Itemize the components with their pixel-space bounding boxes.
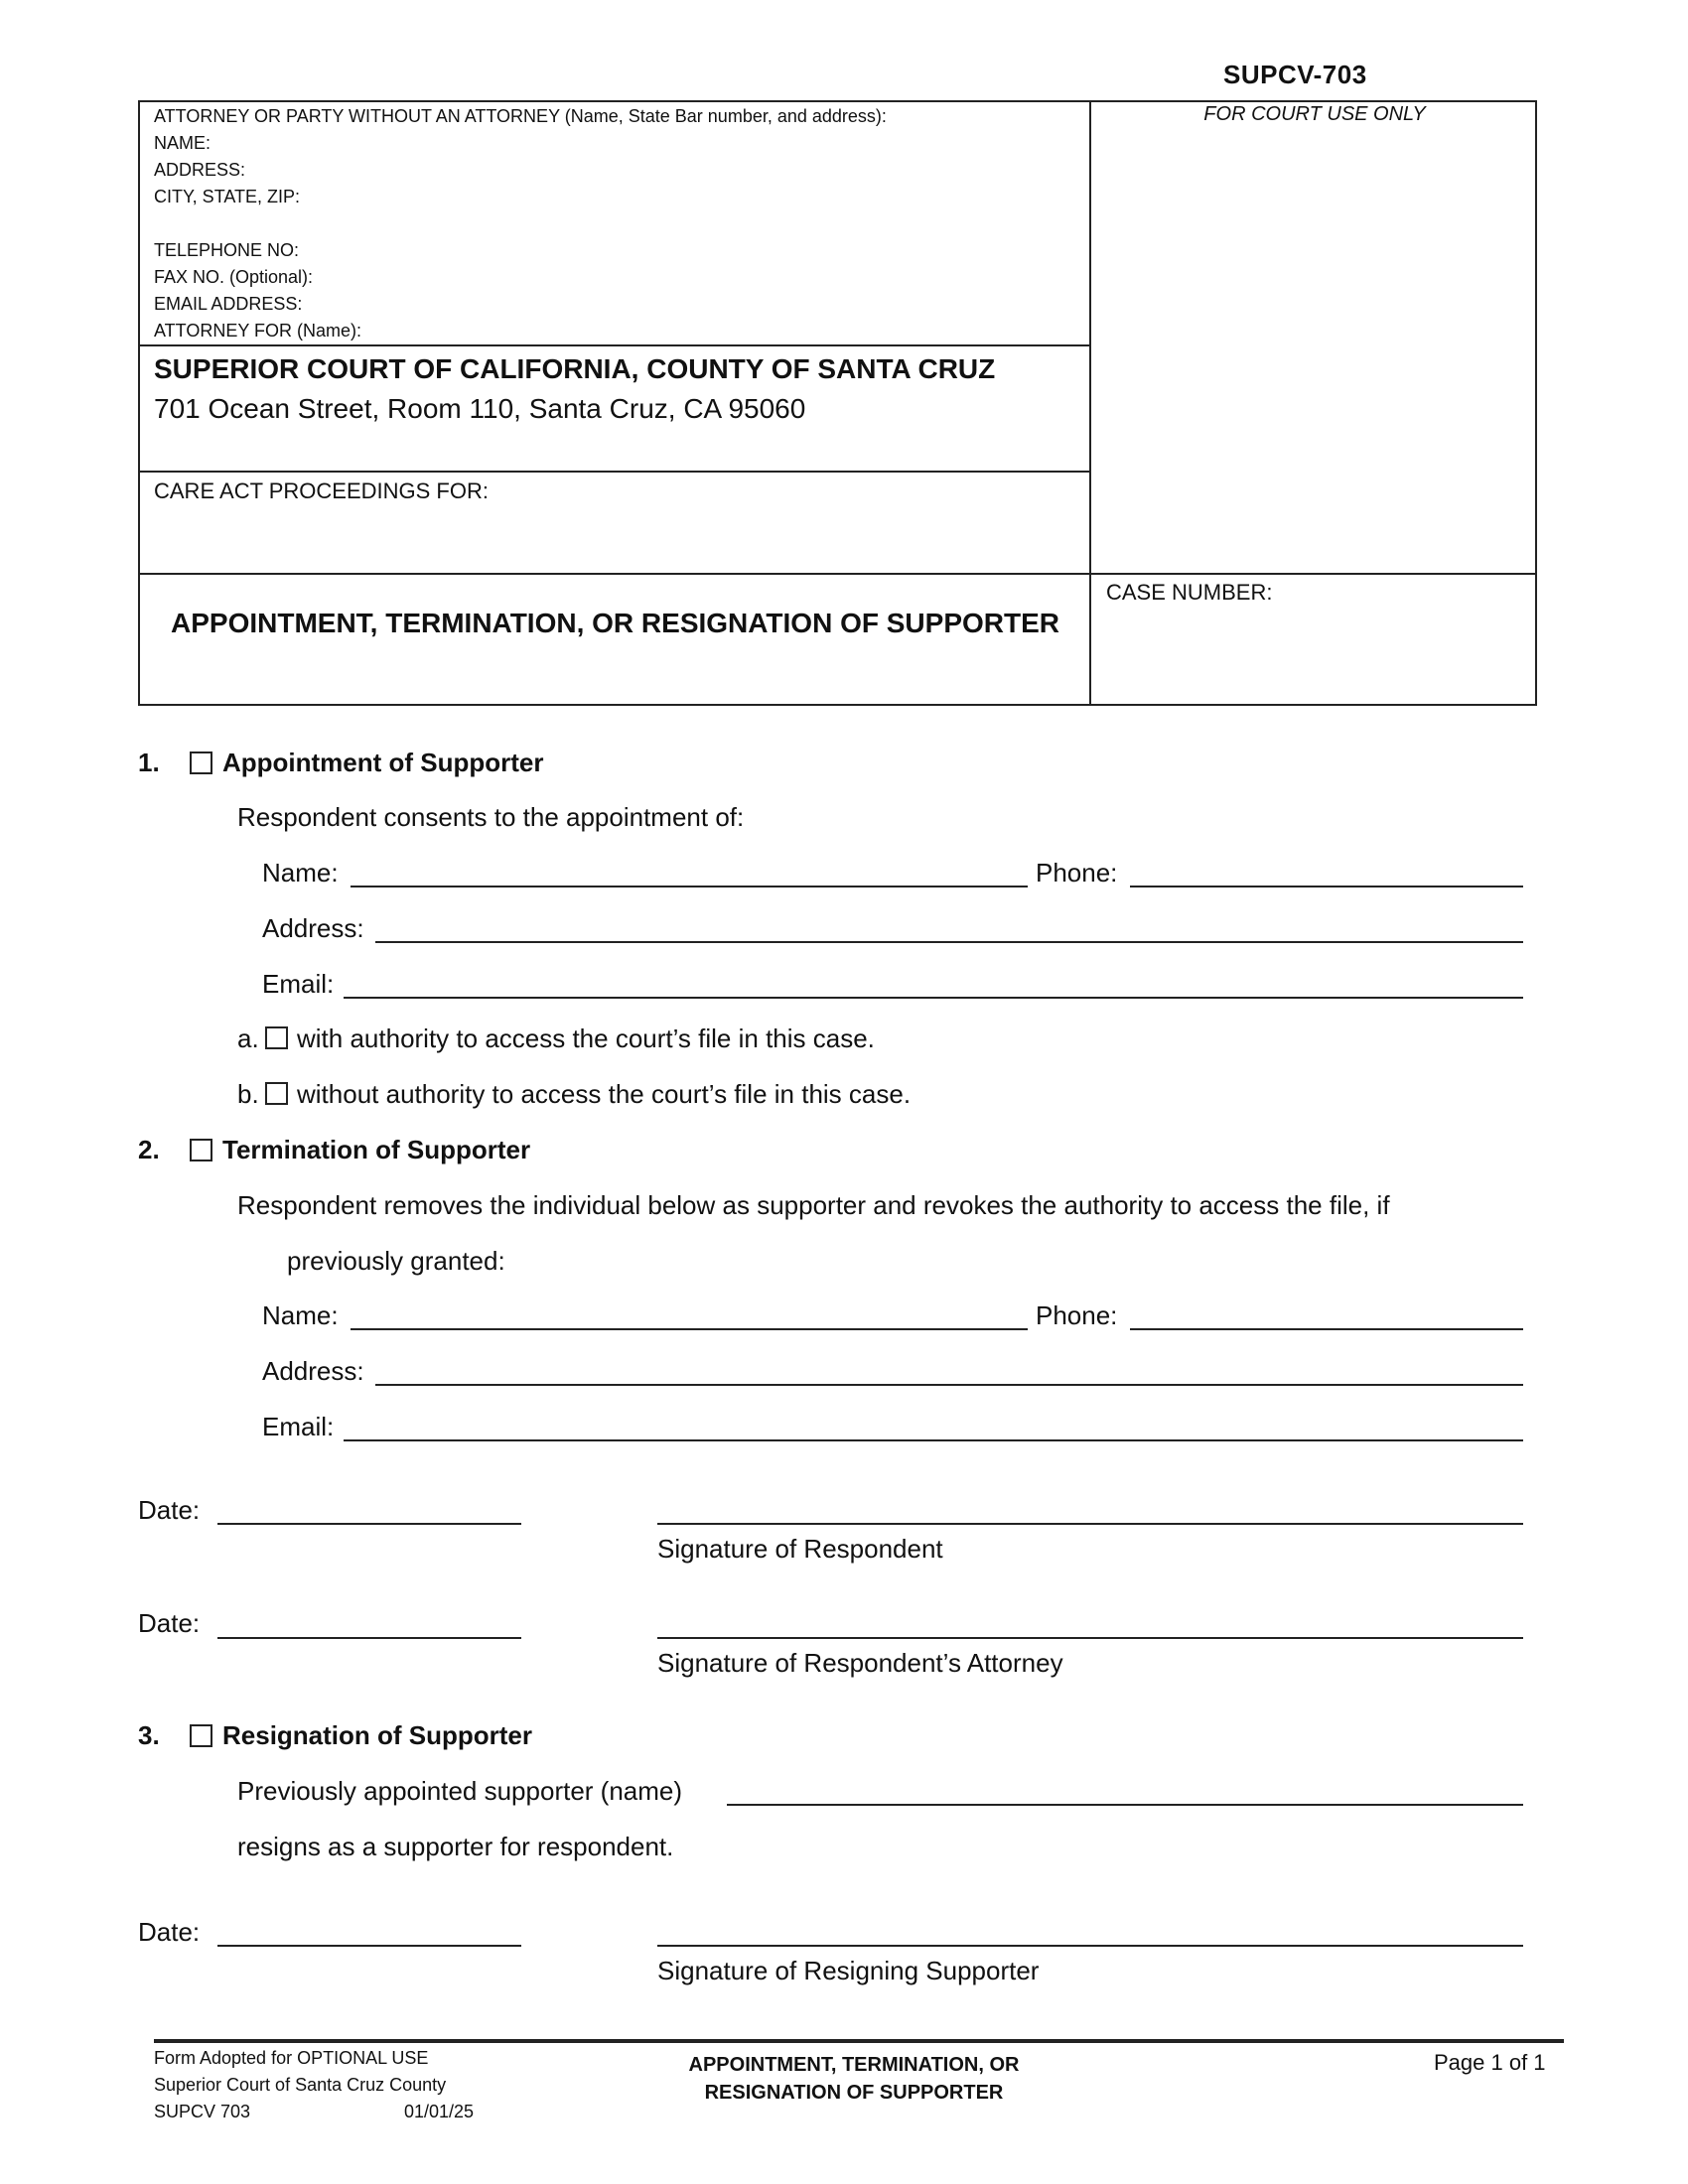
section1-phone-label: Phone: [1036, 858, 1118, 887]
date-label-2: Date: [138, 1608, 201, 1638]
caption-rule-3 [138, 573, 1537, 575]
section1-heading: Appointment of Supporter [222, 748, 544, 777]
care-proceedings-label[interactable]: CARE ACT PROCEEDINGS FOR: [154, 478, 489, 503]
section2-intro-line2: previously granted: [287, 1246, 505, 1276]
section2-heading: Termination of Supporter [222, 1135, 531, 1164]
attorney-signature-line[interactable] [657, 1637, 1523, 1639]
section3-supporter-name-field[interactable] [727, 1804, 1523, 1806]
attorney-for-label: ATTORNEY FOR (Name): [154, 321, 362, 341]
attorney-signature-label: Signature of Respondent’s Attorney [657, 1648, 1063, 1678]
attorney-block[interactable] [154, 103, 887, 344]
spacer [154, 210, 887, 237]
footer-title-line1: APPOINTMENT, TERMINATION, OR [688, 2054, 1020, 2076]
section1-option-b-label: without authority to access the court’s file in this case. [297, 1079, 912, 1109]
section3-line2: resigns as a supporter for respondent. [237, 1832, 674, 1861]
section2-address-field[interactable] [375, 1384, 1523, 1386]
section3-checkbox[interactable] [190, 1724, 212, 1747]
footer-court: Superior Court of Santa Cruz County [154, 2075, 447, 2095]
form-id: SUPCV-703 [1223, 60, 1367, 89]
attorney-fax-label: FAX NO. (Optional): [154, 267, 314, 287]
section1-address-field[interactable] [375, 941, 1523, 943]
section1-option-a-prefix: a. [237, 1024, 259, 1053]
section1-phone-field[interactable] [1130, 886, 1523, 887]
respondent-signature-line[interactable] [657, 1523, 1523, 1525]
supporter-signature-label: Signature of Resigning Supporter [657, 1956, 1040, 1985]
section2-address-label: Address: [262, 1356, 364, 1386]
caption-rule-1 [138, 344, 1091, 346]
section1-email-field[interactable] [344, 997, 1523, 999]
section1-checkbox[interactable] [190, 751, 212, 774]
section1-name-field[interactable] [351, 886, 1028, 887]
footer-date: 01/01/25 [404, 2102, 475, 2121]
date-field-2[interactable] [217, 1637, 521, 1639]
section1-address-label: Address: [262, 913, 364, 943]
footer-left [154, 2045, 446, 2125]
section1-option-b-checkbox[interactable] [265, 1082, 288, 1105]
section1-email-label: Email: [262, 969, 335, 999]
footer-rule [154, 2039, 1564, 2043]
section1-intro: Respondent consents to the appointment of: [237, 802, 745, 832]
section2-intro-line1: Respondent removes the individual below as supporter and revokes the authority to access the file, if [237, 1190, 1390, 1220]
section3-line1: Previously appointed supporter (name) [237, 1776, 683, 1806]
attorney-telephone-label: TELEPHONE NO: [154, 240, 300, 260]
date-field-3[interactable] [217, 1945, 521, 1947]
section2-email-field[interactable] [344, 1439, 1523, 1441]
section2-phone-label: Phone: [1036, 1300, 1118, 1330]
section1-option-b-prefix: b. [237, 1079, 259, 1109]
footer-adopted: Form Adopted for OPTIONAL USE [154, 2048, 429, 2068]
section1-name-label: Name: [262, 858, 339, 887]
section3-heading: Resignation of Supporter [222, 1720, 532, 1750]
section1-number: 1. [138, 748, 160, 777]
date-label-1: Date: [138, 1495, 201, 1525]
footer-code: SUPCV 703 [154, 2102, 251, 2121]
section2-number: 2. [138, 1135, 160, 1164]
section1-option-a-checkbox[interactable] [265, 1026, 288, 1049]
section2-checkbox[interactable] [190, 1139, 212, 1161]
section2-phone-field[interactable] [1130, 1328, 1523, 1330]
case-number-label[interactable]: CASE NUMBER: [1106, 580, 1273, 605]
court-address: 701 Ocean Street, Room 110, Santa Cruz, CA 95060 [154, 393, 806, 424]
attorney-name-label: NAME: [154, 133, 211, 153]
section3-number: 3. [138, 1720, 160, 1750]
date-field-1[interactable] [217, 1523, 521, 1525]
section1-option-a-label: with authority to access the court’s file in this case. [297, 1024, 875, 1053]
caption-rule-2 [138, 471, 1091, 473]
supporter-signature-line[interactable] [657, 1945, 1523, 1947]
footer-title-line2: RESIGNATION OF SUPPORTER [704, 2082, 1004, 2104]
date-label-3: Date: [138, 1917, 201, 1947]
footer-title [626, 2051, 1082, 2107]
attorney-city-label: CITY, STATE, ZIP: [154, 187, 301, 206]
court-use-label: FOR COURT USE ONLY [1203, 103, 1426, 125]
attorney-email-label: EMAIL ADDRESS: [154, 294, 303, 314]
section2-name-field[interactable] [351, 1328, 1028, 1330]
respondent-signature-label: Signature of Respondent [657, 1534, 943, 1564]
attorney-address-label: ADDRESS: [154, 160, 246, 180]
attorney-label: ATTORNEY OR PARTY WITHOUT AN ATTORNEY (Name, State Bar number, and address): [154, 106, 887, 126]
court-name: SUPERIOR COURT OF CALIFORNIA, COUNTY OF SANTA CRUZ [154, 353, 996, 384]
form-title: APPOINTMENT, TERMINATION, OR RESIGNATION OF SUPPORTER [171, 608, 1059, 638]
section2-name-label: Name: [262, 1300, 339, 1330]
section2-email-label: Email: [262, 1412, 335, 1441]
page-number: Page 1 of 1 [1434, 2050, 1546, 2075]
